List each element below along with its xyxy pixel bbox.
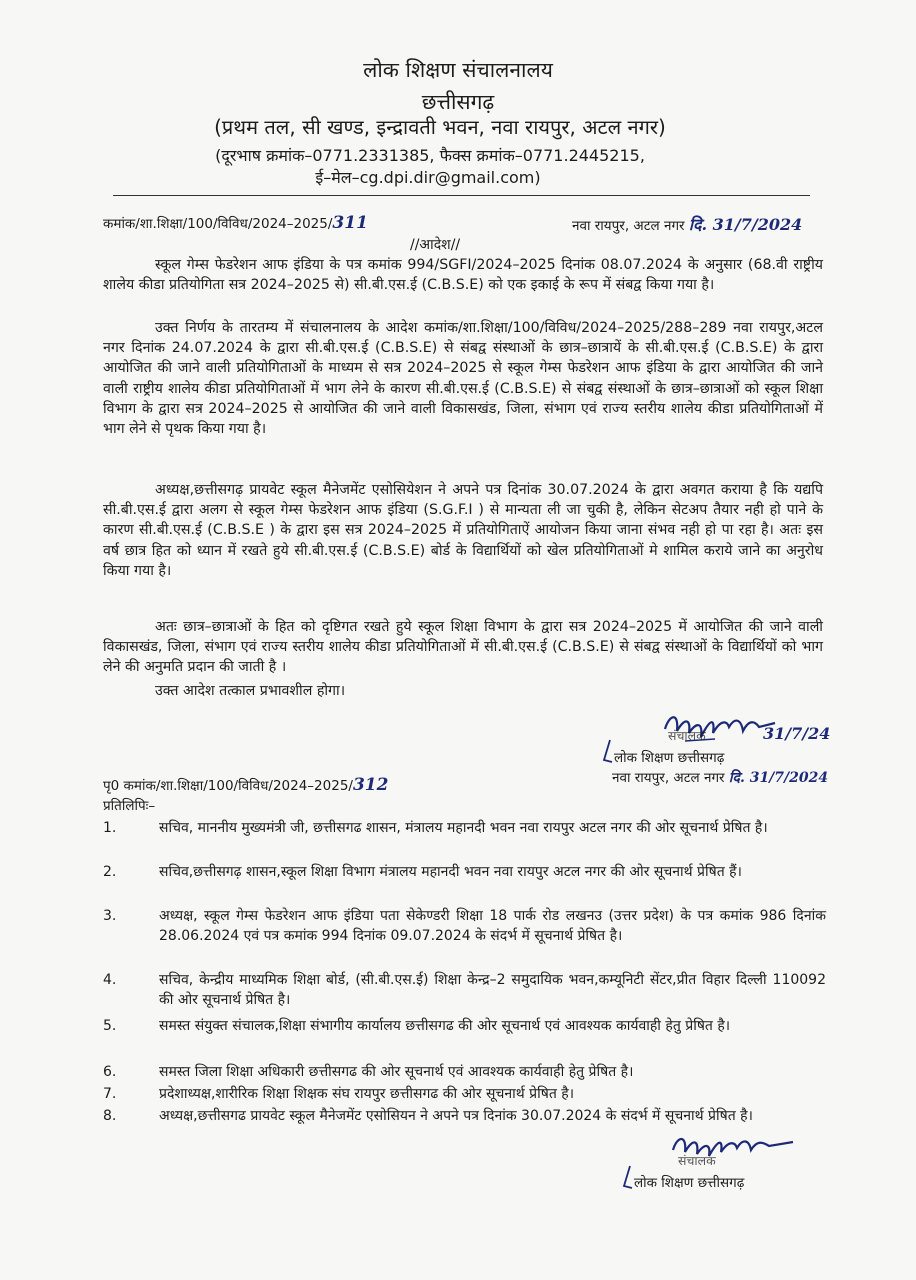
- endorsement-number: [103, 775, 388, 795]
- office-address: (प्रथम तल, सी खण्ड, इन्द्रावती भवन, नवा रायपुर, अटल नगर): [214, 115, 666, 139]
- state-name: छत्तीसगढ़: [421, 90, 495, 114]
- paragraph-5: उक्त आदेश तत्काल प्रभावशील होगा।: [155, 683, 346, 699]
- paragraph-1: स्कूल गेम्स फेडरेशन आफ इंडिया के पत्र कमांक 994/SGFI/2024–2025 दिनांक 08.07.2024 के अनुसार (68.वी राष्ट्रीय शालेय कीडा प्रतियोगिता सत्र 2024–2025 से) सी.बी.एस.ई (C.B.S.E) को एक इकाई के रूप में संबद्व किया गया है।: [103, 257, 823, 294]
- signature-2-office: लोक शिक्षण छत्तीसगढ़: [634, 1175, 745, 1191]
- paragraph-2: उक्त निर्णय के तारतम्य में संचालनालय के आदेश कमांक/शा.शिक्षा/100/विविध/2024–2025/288–289 नवा रायपुर,अटल नगर दिनांक 24.07.2024 के द्वारा सी.बी.एस.ई (C.B.S.E) से संबद्व संस्थाओं के छात्र–छात्रायें के सी.बी.एस.ई (C.B.S.E) के द्वारा आयोजित की जाने वाली प्रतियोगिताओं के माध्यम से सत्र 2024–2025 से स्कूल गेम्स फेडरेशन आफ इंडिया के द्वारा आयोजित की जाने वाली राष्ट्रीय शालेय कीडा प्रतियोगिताओं में भाग लेने के कारण सी.बी.एस.ई (C.B.S.E) से संबद्व संस्थाओं के छात्र–छात्राओं को स्कूल शिक्षा विभाग के द्वारा सत्र 2024–2025 से आयोजित की जाने वाली विकासखंड, जिला, संभाग एवं राज्य स्तरीय शालेय कीडा प्रतियोगिताओं में भाग लेने से पृथक किया गया है।: [103, 320, 823, 438]
- endorsement-number-printed: पृ0 कमांक/शा.शिक्षा/100/विविध/2024–2025/: [103, 778, 353, 794]
- document-page: लोक शिक्षण संचालनालय छत्तीसगढ़ (प्रथम तल, सी खण्ड, इन्द्रावती भवन, नवा रायपुर, अटल नगर) (दूरभाष क्रमांक–0771.2331385, फैक्स क्रमांक–0771.2445215, ई–मेल–cg.dpi.dir@gmail.com) कमांक/शा.शिक्षा/100/विविध/2024–2025/311 नवा रायपुर, अटल नगर दि. 31/7/2024 //आदेश// स्कूल गेम्स फेडरेशन आफ इंडिया के पत्र कमांक 994/SGFI/2024–2025 दिनांक 08.07.2024 के अनुसार (68.वी राष्ट्रीय शालेय कीडा प्रतियोगिता सत्र 2024–2025 से) सी.बी.एस.ई (C.B.S.E) को एक इकाई के रूप में संबद्व किया गया है। उक्त निर्णय के तारतम्य में संचालनालय के आदेश कमांक/शा.शिक्षा/100/विविध/2024–2025/288–289 नवा रायपुर,अटल नगर दिनांक 24.07.2024 के द्वारा सी.बी.एस.ई (C.B.S.E) से संबद्व संस्थाओं के छात्र–छात्रायें के सी.बी.एस.ई (C.B.S.E) के द्वारा आयोजित की जाने वाली प्रतियोगिताओं के माध्यम से सत्र 2024–2025 से स्कूल गेम्स फेडरेशन आफ इंडिया के द्वारा आयोजित की जाने वाली राष्ट्रीय शालेय कीडा प्रतियोगिताओं में भाग लेने के कारण सी.बी.एस.ई (C.B.S.E) से संबद्व संस्थाओं के छात्र–छात्राओं को स्कूल शिक्षा विभाग के द्वारा सत्र 2024–2025 से आयोजित की जाने वाली विकासखंड, जिला, संभाग एवं राज्य स्तरीय शालेय कीडा प्रतियोगिताओं में भाग लेने से पृथक किया गया है। अध्यक्ष,छत्तीसगढ़ प्रायवेट स्कूल मैनेजमेंट एसोसियेशन ने अपने पत्र दिनांक 30.07.2024 के द्वारा अवगत कराया है कि यद्यपि सी.बी.एस.ई द्वारा अलग से स्कूल गेम्स फेडरेशन आफ इंडिया (S.G.F.I ) से मान्यता ली जा चुकी है, लेकिन सेटअप तैयार नही हो पाने के कारण सी.बी.एस.ई (C.B.S.E ) के द्वारा इस सत्र 2024–2025 में प्रतियोगिताऐं आयोजन किया जाना संभव नही हो पा रहा है। अतः इस वर्ष छात्र हित को ध्यान में रखते हुये सी.बी.एस.ई (C.B.S.E) बोर्ड के विद्यार्थियों को खेल प्रतियोगिताओं मे शामिल कराये जाने का अनुरोध किया गया है। अतः छात्र–छात्राओं के हित को दृष्टिगत रखते हुये स्कूल शिक्षा विभाग के द्वारा सत्र 2024–2025 में आयोजित की जाने वाली विकासखंड, जिला, संभाग एवं राज्य स्तरीय शालेय कीडा प्रतियोगिताओं में सी.बी.एस.ई (C.B.S.E) से संबद्व संस्थाओं के विद्यार्थियों को भाग लेने की अनुमति प्रदान की जाती है । उक्त आदेश तत्काल प्रभावशील होगा। 31/7/24 संचालक लोक शिक्षण छत्तीसगढ़ नवा रायपुर, अटल नगर दि. 31/7/2024 पृ0 कमांक/शा.शिक्षा/100/विविध/2024–2025/312 प्रतिलिपिः– 1. सचिव, माननीय मुख्यमंत्री जी, छत्तीसगढ शासन, मंत्रालय महानदी भवन नवा रायपुर अटल नगर की ओर सूचनार्थ प्रेषित है। 2. सचिव,छत्तीसगढ़ शासन,स्कूल शिक्षा विभाग मंत्रालय महानदी भवन नवा रायपुर अटल नगर की ओर सूचनार्थ प्रेषित हैं। 3. अध्यक्ष, स्कूल गेम्स फेडरेशन आफ इंडिया पता सेकेण्डरी शिक्षा 18 पार्क रोड लखनउ (उत्तर प्रदेश) के पत्र कमांक 986 दिनांक 28.06.2024 एवं पत्र कमांक 994 दिनांक 09.07.2024 के संदर्भ में सूचनार्थ प्रेषित है। 4. सचिव, केन्द्रीय माध्यमिक शिक्षा बोर्ड, (सी.बी.एस.ई) शिक्षा केन्द्र–2 समुदायिक भवन,कम्यूनिटी सेंटर,प्रीत विहार दिल्ली 110092 की ओर सूचनार्थ प्रेषित है। 5. समस्त संयुक्त संचालक,शिक्षा संभागीय कार्यालय छत्तीसगढ की ओर सूचनार्थ एवं आवश्यक कार्यवाही हेतु प्रेषित है। 6. समस्त जिला शिक्षा अधिकारी छत्तीसगढ की ओर सूचनार्थ एवं आवश्यक कार्यवाही हेतु प्रेषित है। 7. प्रदेशाध्यक्ष,शारीरिक शिक्षा शिक्षक संघ रायपुर छत्तीसगढ की ओर सूचनार्थ प्रेषित है। 8. अध्यक्ष,छत्तीसगढ प्रायवेट स्कूल मैनेजमेंट एसोसियन ने अपने पत्र दिनांक 30.07.2024 के संदर्भ में सूचनार्थ प्रेषित है। संचालक लोक शिक्षण छत्तीसगढ़: [0, 0, 916, 1280]
- signature-1-title: संचालक: [668, 728, 706, 743]
- office-email: ई–मेल–cg.dpi.dir@gmail.com): [315, 168, 541, 187]
- order-number-printed: कमांक/शा.शिक्षा/100/विविध/2024–2025/: [103, 216, 333, 232]
- order-place: नवा रायपुर, अटल नगर: [572, 218, 685, 234]
- signature-1-place: नवा रायपुर, अटल नगर: [612, 770, 725, 786]
- order-title: //आदेश//: [410, 237, 461, 253]
- signature-2-title: संचालक: [678, 1153, 716, 1168]
- signature-2-bracket: [620, 1164, 634, 1190]
- signature-1-office: लोक शिक्षण छत्तीसगढ़: [614, 750, 725, 766]
- signature-1-bracket: [600, 738, 614, 764]
- paragraph-3: अध्यक्ष,छत्तीसगढ़ प्रायवेट स्कूल मैनेजमेंट एसोसियेशन ने अपने पत्र दिनांक 30.07.2024 के द्वारा अवगत कराया है कि यद्यपि सी.बी.एस.ई द्वारा अलग से स्कूल गेम्स फेडरेशन आफ इंडिया (S.G.F.I ) से मान्यता ली जा चुकी है, लेकिन सेटअप तैयार नही हो पाने के कारण सी.बी.एस.ई (C.B.S.E ) के द्वारा इस सत्र 2024–2025 में प्रतियोगिताऐं आयोजन किया जाना संभव नही हो पा रहा है। अतः इस वर्ष छात्र हित को ध्यान में रखते हुये सी.बी.एस.ई (C.B.S.E) बोर्ड के विद्यार्थियों को खेल प्रतियोगिताओं मे शामिल कराये जाने का अनुरोध किया गया है।: [103, 482, 823, 579]
- signature-1-date-handwritten: दि. 31/7/2024: [728, 770, 829, 786]
- order-date-handwritten: दि. 31/7/2024: [688, 215, 803, 234]
- signature-1-place-date: [612, 768, 828, 787]
- copy-label: प्रतिलिपिः–: [103, 798, 156, 814]
- signature-1-date: 31/7/24: [763, 724, 831, 743]
- order-number: [103, 213, 368, 233]
- header-divider: [113, 195, 810, 196]
- endorsement-number-handwritten: 312: [352, 775, 389, 795]
- order-place-date: [572, 213, 802, 235]
- order-number-handwritten: 311: [332, 213, 368, 233]
- office-phone-fax: (दूरभाष क्रमांक–0771.2331385, फैक्स क्रमांक–0771.2445215,: [215, 146, 645, 165]
- office-name: लोक शिक्षण संचालनालय: [363, 58, 553, 82]
- paragraph-4: अतः छात्र–छात्राओं के हित को दृष्टिगत रखते हुये स्कूल शिक्षा विभाग के द्वारा सत्र 2024–2025 में आयोजित की जाने वाली विकासखंड, जिला, संभाग एवं राज्य स्तरीय शालेय कीडा प्रतियोगिताओं में सी.बी.एस.ई (C.B.S.E) से संबद्व संस्थाओं के विद्यार्थियों को भाग लेने की अनुमति प्रदान की जाती है ।: [103, 619, 823, 676]
